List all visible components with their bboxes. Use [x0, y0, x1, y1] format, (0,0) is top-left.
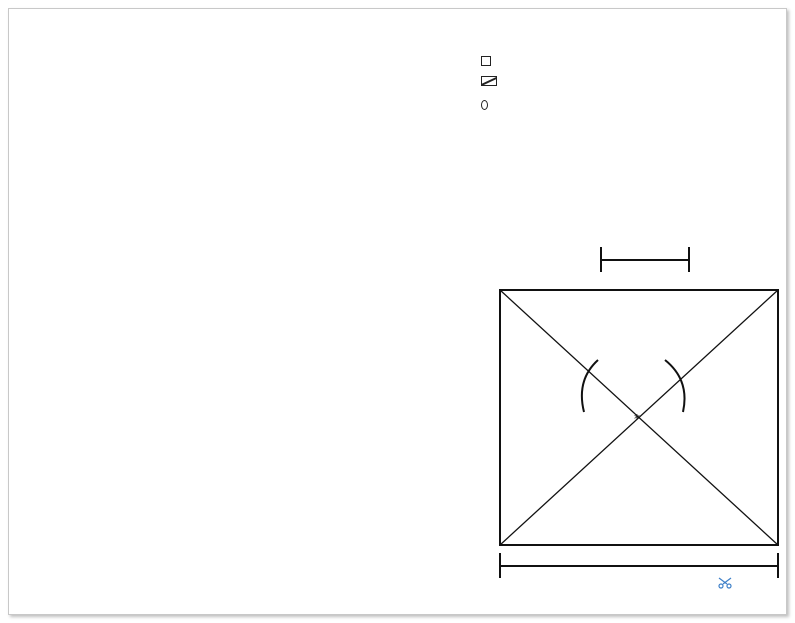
bottom-width-dimension [500, 553, 778, 578]
center-mark-icon: * [634, 412, 640, 426]
neck-width-dimension [601, 247, 689, 272]
armhole-right [665, 360, 685, 412]
scissors-icon [719, 578, 731, 588]
